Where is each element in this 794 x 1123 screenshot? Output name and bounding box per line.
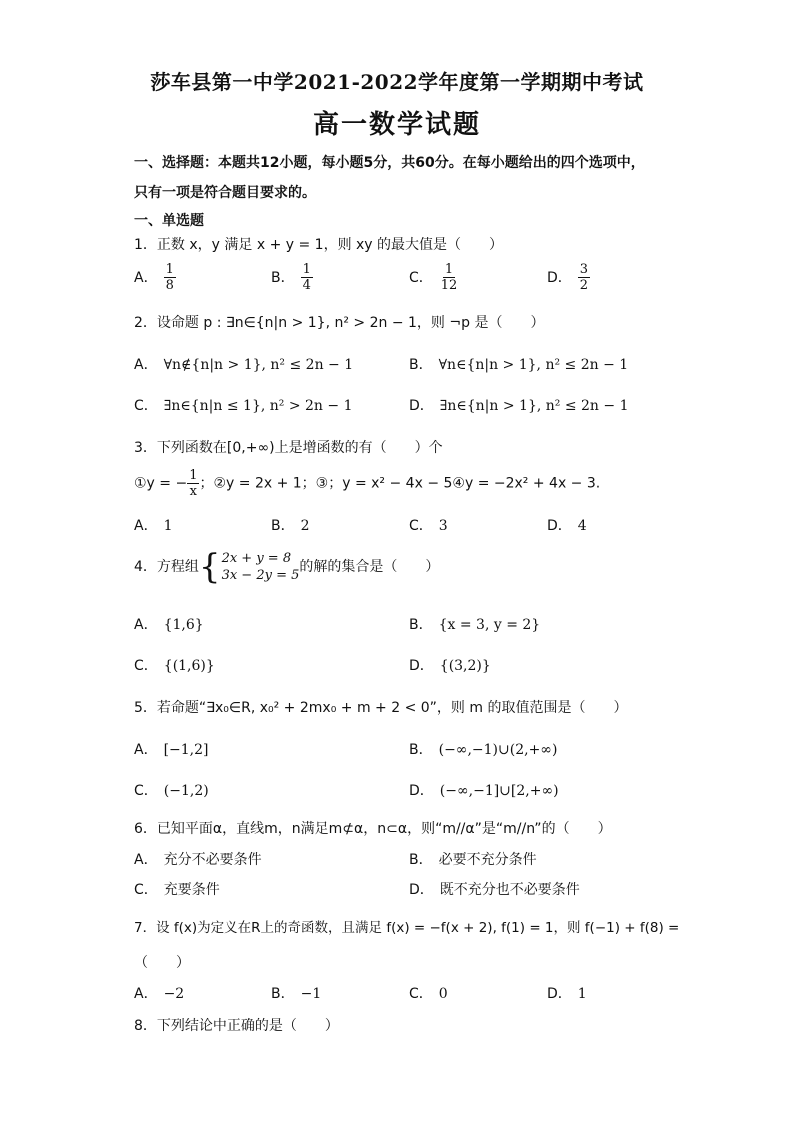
question-8-stem: 8．下列结论中正确的是（ ） — [134, 1018, 339, 1034]
option-label: C． — [409, 269, 433, 286]
question-2-option-c: C． ∃n∈{n|n ≤ 1}, n² > 2n − 1 — [134, 398, 353, 414]
question-7-stem: 7．设 f(x)为定义在R上的奇函数，且满足 f(x) = −f(x + 2), f(1) = 1，则 f(−1) + f(8) = — [134, 920, 680, 936]
question-1-option-a — [134, 262, 176, 293]
question-6-option-c: C． 充要条件 — [134, 882, 220, 898]
question-1-option-d — [547, 262, 590, 293]
equation-1: 2x + y = 8 — [221, 551, 292, 566]
question-2-option-a: A． ∀n∉{n|n > 1}, n² ≤ 2n − 1 — [134, 357, 354, 373]
question-6-option-b: B． 必要不充分条件 — [409, 852, 537, 868]
option-label: D． — [547, 269, 572, 286]
option-fraction: $\frac{3}{2}$ — [579, 262, 589, 293]
subject-title: 高一数学试题 — [312, 110, 481, 140]
option-label: A． — [134, 269, 158, 286]
question-4-option-b: B． {x = 3, y = 2} — [409, 617, 541, 633]
equation-2: 3x − 2y = 5 — [221, 568, 300, 583]
equation-system: { 2x + y = 8 3x − 2y = 5 — [198, 547, 300, 587]
option-fraction: $\frac{1}{8}$ — [165, 262, 174, 293]
question-6-option-a: A． 充分不必要条件 — [134, 852, 262, 868]
question-7-option-b: B． −1 — [271, 986, 322, 1002]
question-4-option-a: A． {1,6} — [134, 617, 204, 633]
question-3-option-a: A． 1 — [134, 518, 173, 534]
question-4-option-d: D． {(3,2)} — [409, 658, 491, 674]
school-exam-title: 莎车县第一中学2021-2022学年度第一学期期中考试 — [150, 70, 644, 94]
question-6-stem: 6．已知平面α，直线m，n满足m⊄α，n⊂α，则“m//α”是“m//n”的（ ） — [134, 821, 612, 837]
question-3-option-d: D． 4 — [547, 518, 587, 534]
question-3-option-b: B． 2 — [271, 518, 310, 534]
question-1-stem: 1．正数 x，y 满足 x + y = 1，则 xy 的最大值是（ ） — [134, 237, 504, 253]
question-5-stem: 5．若命题“∃x₀∈R, x₀² + 2mx₀ + m + 2 < 0”，则 m 的取值范围是（ ） — [134, 700, 628, 716]
question-3-function-list: ①y = − $\frac{1}{x}$ ；②y = 2x + 1；③；y = x² − 4x − 5④y = −2x² + 4x − 3. — [134, 468, 601, 499]
question-5-option-d: D． (−∞,−1]∪[2,+∞) — [409, 783, 559, 799]
fraction-one-over-x: $\frac{1}{x}$ — [189, 468, 198, 499]
question-3-stem: 3．下列函数在[0,+∞)上是增函数的有（ ）个 — [134, 440, 443, 456]
question-5-option-a: A． [−1,2] — [134, 742, 209, 758]
option-fraction: $\frac{1}{12}$ — [440, 262, 458, 293]
question-2-option-d: D． ∃n∈{n|n > 1}, n² ≤ 2n − 1 — [409, 398, 629, 414]
question-7-option-d: D． 1 — [547, 986, 587, 1002]
section-subheading: 一、单选题 — [134, 213, 204, 229]
question-7-stem-answer-blank: （ ） — [134, 955, 190, 971]
section-instructions-line2: 只有一项是符合题目要求的。 — [134, 185, 316, 201]
question-3-option-c: C． 3 — [409, 518, 448, 534]
option-fraction: $\frac{1}{4}$ — [302, 262, 311, 293]
question-4-option-c: C． {(1,6)} — [134, 658, 215, 674]
question-2-option-b: B． ∀n∈{n|n > 1}, n² ≤ 2n − 1 — [409, 357, 629, 373]
section-instructions-line1: 一、选择题：本题共12小题，每小题5分，共60分。在每小题给出的四个选项中， — [134, 155, 645, 171]
question-7-option-c: C． 0 — [409, 986, 448, 1002]
question-2-stem: 2．设命题 p : ∃n∈{n|n > 1}, n² > 2n − 1，则 ¬p 是（ ） — [134, 315, 545, 331]
question-1-option-b — [271, 262, 313, 293]
question-7-option-a: A． −2 — [134, 986, 185, 1002]
option-label: B． — [271, 269, 295, 286]
question-5-option-b: B． (−∞,−1)∪(2,+∞) — [409, 742, 558, 758]
question-4-stem: 4．方程组 { 2x + y = 8 3x − 2y = 5 的解的集合是（ ） — [134, 547, 440, 587]
question-1-option-c — [409, 262, 459, 293]
question-5-option-c: C． (−1,2) — [134, 783, 209, 799]
question-6-option-d: D． 既不充分也不必要条件 — [409, 882, 580, 898]
